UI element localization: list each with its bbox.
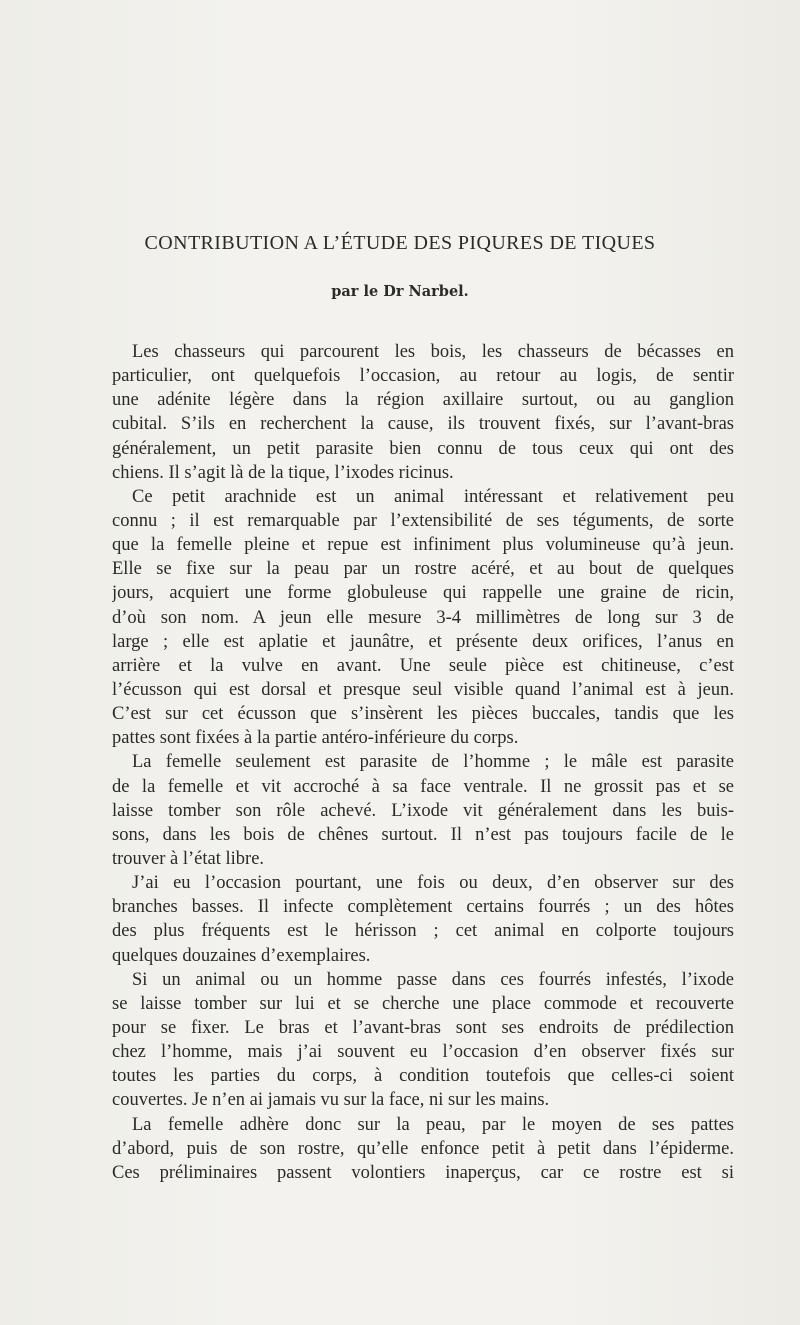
- text-line: pattes sont fixées à la partie antéro-inférieure du corps.: [112, 728, 519, 749]
- text-line: cubital. S’ils en recherchent la cause, ils trouvent fixés, sur l’avant-bras: [112, 414, 734, 435]
- text-line: Si un animal ou un homme passe dans ces fourrés infestés, l’ixode: [132, 969, 734, 990]
- text-line: laisse tomber son rôle achevé. L’ixode vit généralement dans les buis-: [112, 800, 734, 821]
- text-line: l’écusson qui est dorsal et presque seul visible quand l’animal est à jeun.: [112, 679, 734, 700]
- text-line: La femelle adhère donc sur la peau, par le moyen de ses pattes: [132, 1114, 734, 1135]
- text-line: arrière et la vulve en avant. Une seule pièce est chitineuse, c’est: [112, 655, 734, 676]
- text-line: que la femelle pleine et repue est infiniment plus volumineuse qu’à jeun.: [112, 535, 734, 556]
- text-line: Elle se fixe sur la peau par un rostre acéré, et au bout de quelques: [112, 559, 734, 580]
- text-line: se laisse tomber sur lui et se cherche une place commode et recouverte: [112, 993, 734, 1014]
- text-line: connu ; il est remarquable par l’extensibilité de ses téguments, de sorte: [112, 510, 734, 531]
- text-line: Ces préliminaires passent volontiers inaperçus, car ce rostre est si: [112, 1162, 734, 1183]
- text-line: J’ai eu l’occasion pourtant, une fois ou deux, d’en observer sur des: [132, 873, 734, 894]
- text-line: branches basses. Il infecte complètement certains fourrés ; un des hôtes: [112, 897, 734, 918]
- article-body: [112, 340, 734, 1185]
- text-line: particulier, ont quelquefois l’occasion, au retour au logis, de sentir: [112, 366, 734, 387]
- article-author: par le Dr Narbel.: [331, 283, 469, 300]
- article-title: CONTRIBUTION A L’ÉTUDE DES PIQURES DE TIQUES: [144, 232, 656, 254]
- text-line: couvertes. Je n’en ai jamais vu sur la face, ni sur les mains.: [112, 1090, 550, 1111]
- text-line: large ; elle est aplatie et jaunâtre, et présente deux orifices, l’anus en: [112, 631, 734, 652]
- text-line: généralement, un petit parasite bien connu de tous ceux qui ont des: [112, 438, 734, 459]
- text-line: sons, dans les bois de chênes surtout. Il n’est pas toujours facile de le: [112, 824, 734, 845]
- text-line: une adénite légère dans la région axillaire surtout, ou au ganglion: [112, 390, 734, 411]
- text-line: des plus fréquents est le hérisson ; cet animal en colporte toujours: [112, 921, 734, 942]
- text-line: d’où son nom. A jeun elle mesure 3-4 millimètres de long sur 3 de: [112, 607, 734, 628]
- text-line: de la femelle et vit accroché à sa face ventrale. Il ne grossit pas et se: [112, 776, 734, 797]
- text-line: toutes les parties du corps, à condition toutefois que celles-ci soient: [112, 1066, 734, 1087]
- text-line: pour se fixer. Le bras et l’avant-bras sont ses endroits de prédilection: [112, 1017, 734, 1038]
- text-line: C’est sur cet écusson que s’insèrent les pièces buccales, tandis que les: [112, 704, 734, 725]
- text-line: jours, acquiert une forme globuleuse qui rappelle une graine de ricin,: [112, 583, 734, 604]
- text-line: trouver à l’état libre.: [112, 848, 265, 869]
- text-line: Les chasseurs qui parcourent les bois, les chasseurs de bécasses en: [132, 342, 734, 362]
- text-line: quelques douzaines d’exemplaires.: [112, 945, 371, 966]
- text-line: La femelle seulement est parasite de l’homme ; le mâle est parasite: [132, 752, 734, 773]
- text-line: chiens. Il s’agit là de la tique, l’ixodes ricinus.: [112, 462, 454, 483]
- text-line: Ce petit arachnide est un animal intéressant et relativement peu: [132, 486, 734, 507]
- text-line: d’abord, puis de son rostre, qu’elle enfonce petit à petit dans l’épiderme.: [112, 1138, 734, 1159]
- text-line: chez l’homme, mais j’ai souvent eu l’occasion d’en observer fixés sur: [112, 1042, 734, 1063]
